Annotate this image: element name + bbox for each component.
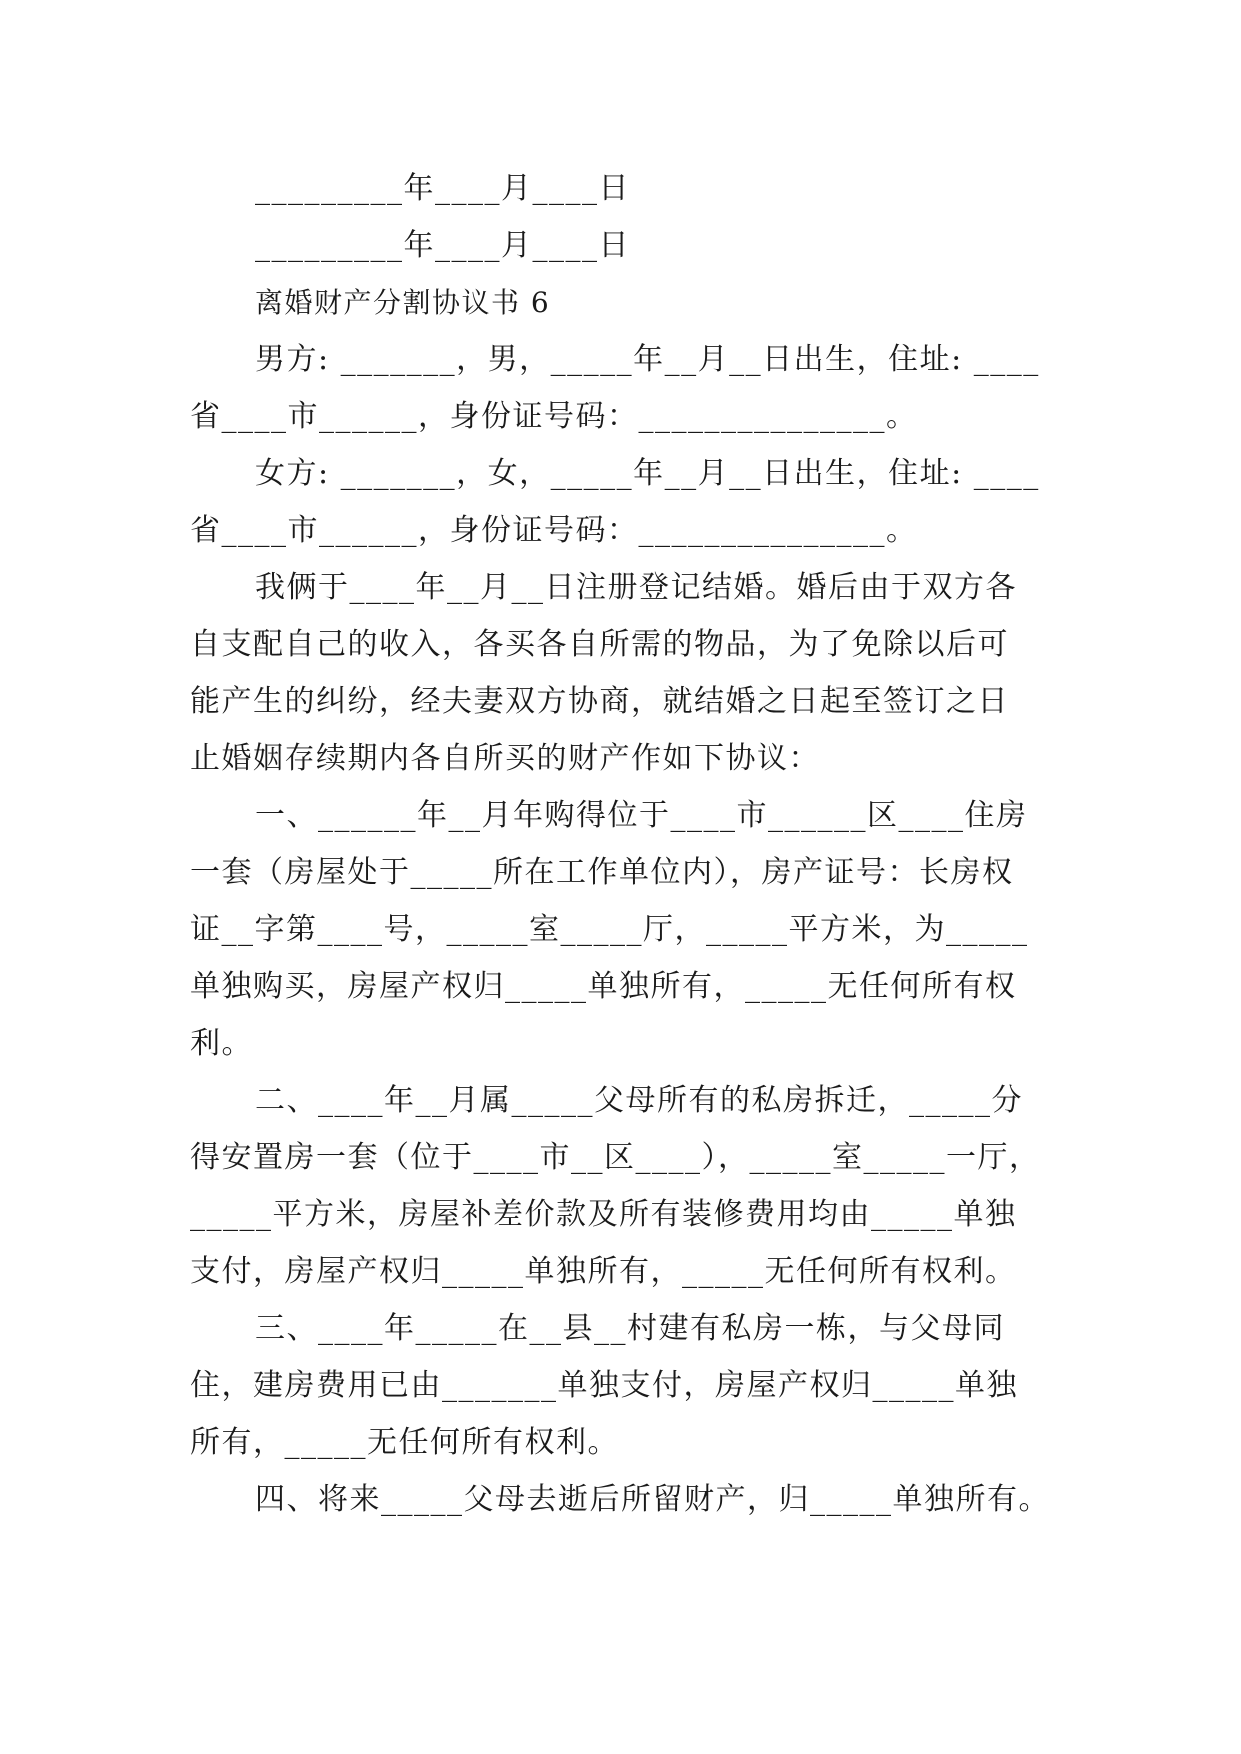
intro-line-1: 我俩于____年__月__日注册登记结婚。婚后由于双方各 (255, 570, 1017, 605)
document-body (190, 160, 1050, 1528)
clause-2-line-4: 支付，房屋产权归_____单独所有，_____无任何所有权利。 (190, 1254, 1017, 1289)
male-party-line-2: 省____市______，身份证号码：_______________。 (190, 399, 918, 434)
clause-2-line-1: 二、____年__月属_____父母所有的私房拆迁，_____分 (255, 1083, 1023, 1118)
clause-2-line-3: _____平方米，房屋补差价款及所有装修费用均由_____单独 (190, 1197, 1017, 1232)
clause-1-line-5: 利。 (190, 1026, 253, 1061)
intro-line-4: 止婚姻存续期内各自所买的财产作如下协议： (190, 741, 820, 776)
clause-3-line-3: 所有，_____无任何所有权利。 (190, 1425, 619, 1460)
clause-2-line-2: 得安置房一套（位于____市__区____），_____室_____一厅， (190, 1140, 1041, 1175)
female-party-line-1: 女方: _______，女，_____年__月__日出生，住址: ____ (255, 456, 1040, 491)
date-line-2: _________年____月____日 (255, 228, 630, 263)
clause-1-line-3: 证__字第____号，_____室_____厅，_____平方米，为_____ (190, 912, 1029, 947)
date-line-1: _________年____月____日 (255, 171, 630, 206)
intro-line-2: 自支配自己的收入，各买各自所需的物品，为了免除以后可 (190, 627, 1009, 662)
female-party-line-2: 省____市______，身份证号码：_______________。 (190, 513, 918, 548)
document-title: 离婚财产分割协议书 6 (255, 286, 551, 319)
clause-3-line-2: 住，建房费用已由_______单独支付，房屋产权归_____单独 (190, 1368, 1018, 1403)
clause-4-line-1: 四、将来_____父母去逝后所留财产，归_____单独所有。 (255, 1482, 1050, 1517)
clause-1-line-2: 一套（房屋处于_____所在工作单位内），房产证号：长房权 (190, 855, 1014, 890)
male-party-line-1: 男方: _______，男，_____年__月__日出生，住址: ____ (255, 342, 1040, 377)
clause-1-line-1: 一、______年__月年购得位于____市______区____住房 (255, 798, 1028, 833)
clause-1-line-4: 单独购买，房屋产权归_____单独所有，_____无任何所有权 (190, 969, 1017, 1004)
intro-line-3: 能产生的纠纷，经夫妻双方协商，就结婚之日起至签订之日 (190, 684, 1009, 719)
clause-3-line-1: 三、____年_____在__县__村建有私房一栋，与父母同 (255, 1311, 1005, 1346)
